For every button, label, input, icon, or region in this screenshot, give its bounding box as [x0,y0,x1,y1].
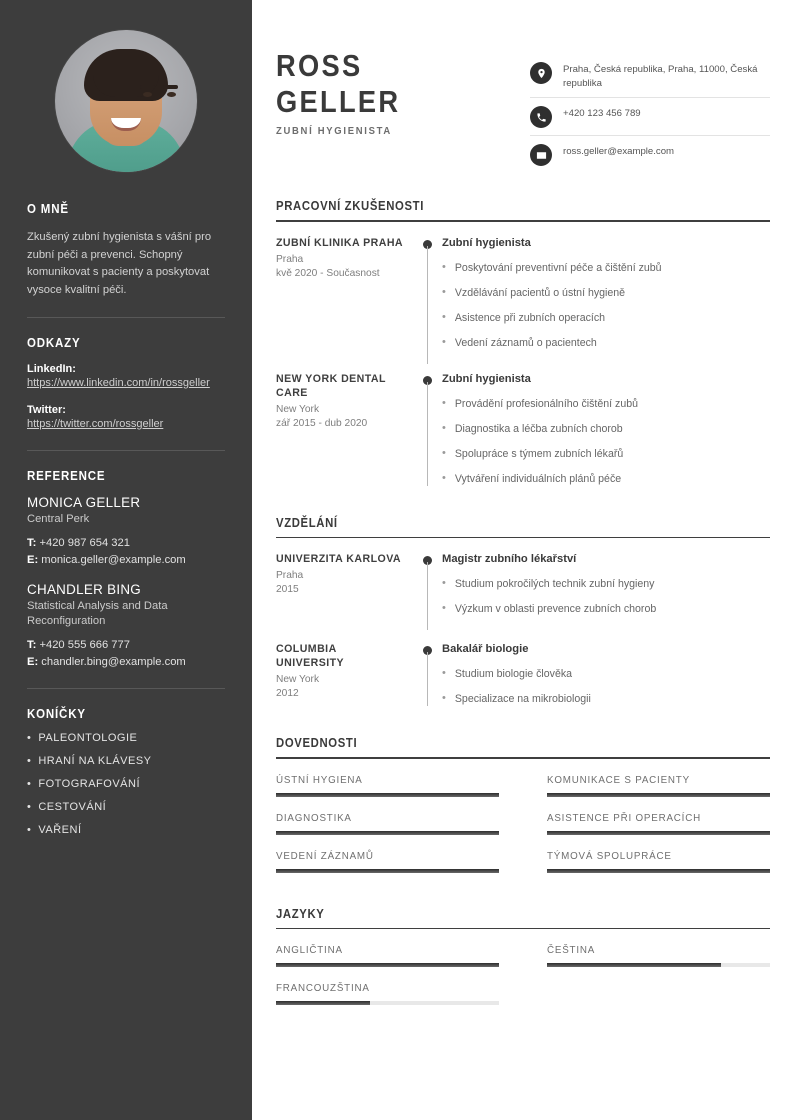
bullet-icon: • [442,577,446,590]
entry-location: New York [276,674,320,686]
language-label: FRANCOUZŠTINA [276,983,370,995]
languages-heading: JAZYKY [276,906,325,921]
skill-bar-fill [276,869,499,873]
phone-value: +420 987 654 321 [39,537,130,549]
entry-bullet [442,311,770,325]
email-value: monica.geller@example.com [41,554,186,566]
bullet-text: Vedení záznamů o pacientech [454,336,597,349]
contact-phone-text: +420 123 456 789 [563,108,641,119]
link-item-twitter [27,404,225,432]
bullet-text: Vytváření individuálních plánů péče [454,472,622,485]
skill-bar-track [276,793,499,797]
skills-list [276,759,770,873]
entry-meta [276,372,414,486]
skill-bar-track [547,831,770,835]
language-bar-fill [276,963,499,967]
skill-item [547,775,770,797]
bullet-text: Studium biologie člověka [454,668,573,681]
bullet-text: Poskytování preventivní péče a čištění zubů [454,261,662,274]
contact-email-text: ross.geller@example.com [563,146,675,157]
contact-address-text: Praha, Česká republika, Praha, 11000, Česká republika [563,64,758,89]
reference-heading: REFERENCE [27,469,106,483]
contact-phone [530,97,770,135]
timeline [414,236,442,350]
entry-title: Bakalář biologie [442,643,529,656]
bullet-icon: • [442,471,446,484]
phone-prefix: T: [27,537,37,549]
skill-item [276,851,499,873]
language-bar-track [276,963,499,967]
entry-date: zář 2015 - dub 2020 [276,417,368,429]
languages-list [276,929,770,1005]
education-entry [276,552,770,616]
experience-heading: PRACOVNÍ ZKUŠENOSTI [276,199,424,213]
entry-bullet [442,286,770,300]
skills-heading: DOVEDNOSTI [276,736,358,751]
bullet-icon: • [442,310,446,323]
entry-bullet [442,447,770,461]
hobby-item [27,732,225,744]
entry-bullet [442,261,770,275]
skill-label: ASISTENCE PŘI OPERACÍCH [547,812,701,824]
entry-org: COLUMBIA UNIVERSITY [276,643,345,670]
languages-section [276,907,770,1006]
skill-item [276,813,499,835]
header [276,36,770,173]
hobby-label: FOTOGRAFOVÁNÍ [38,778,140,790]
contact-list [530,36,770,173]
about-section [27,202,225,299]
section-rule [276,220,770,222]
entry-location: Praha [276,570,304,582]
entry-body [442,552,770,616]
entry-body [442,236,770,350]
contact-email [530,135,770,173]
language-bar-track [547,963,770,967]
divider [27,317,225,318]
bullet-icon: • [27,778,32,790]
experience-entry [276,236,770,350]
entry-body [442,642,770,706]
entry-org: NEW YORK DENTAL CARE [276,372,386,399]
hobby-label: HRANÍ NA KLÁVESY [38,755,152,767]
entry-bullet [442,422,770,436]
section-rule [276,537,770,539]
skill-bar-fill [547,869,770,873]
language-label: ANGLIČTINA [276,945,343,957]
reference-item [27,495,225,568]
hobby-label: PALEONTOLOGIE [38,732,138,744]
skill-item [547,851,770,873]
bullet-text: Studium pokročilých technik zubní hygieny [454,578,655,591]
envelope-icon [530,144,552,166]
language-label: ČEŠTINA [547,945,596,957]
skill-bar-fill [547,831,770,835]
entry-meta [276,552,414,616]
reference-phone [27,535,225,551]
bullet-icon: • [27,732,32,744]
hobby-item [27,801,225,813]
entry-org: ZUBNÍ KLINIKA PRAHA [276,236,404,249]
bullet-icon: • [442,667,446,680]
skill-bar-fill [547,793,770,797]
bullet-icon: • [442,446,446,459]
hobby-item [27,778,225,790]
divider [27,688,225,689]
bullet-text: Specializace na mikrobiologii [454,693,591,706]
link-url-linkedin[interactable]: https://www.linkedin.com/in/rossgeller [27,377,210,389]
experience-section [276,199,770,486]
bullet-icon: • [442,396,446,409]
experience-entry [276,372,770,486]
reference-name: MONICA GELLER [27,495,141,510]
sidebar [0,0,252,1120]
email-value: chandler.bing@example.com [41,656,186,668]
bullet-icon: • [442,692,446,705]
timeline-line [427,246,428,364]
main-content [252,0,794,1120]
reference-org: Statistical Analysis and Data Reconfiguration [27,600,168,627]
phone-prefix: T: [27,639,37,651]
entry-date: 2015 [276,584,299,596]
links-heading: ODKAZY [27,336,81,350]
reference-section [27,469,225,670]
reference-phone [27,637,225,653]
entry-bullet [442,667,770,681]
link-url-twitter[interactable]: https://twitter.com/rossgeller [27,418,164,430]
entry-title: Magistr zubního lékařství [442,553,577,566]
bullet-text: Diagnostika a léčba zubních chorob [454,422,623,435]
reference-item [27,582,225,670]
email-prefix: E: [27,656,39,668]
links-section [27,336,225,432]
skill-bar-track [276,831,499,835]
avatar-container [27,30,225,172]
skill-label: KOMUNIKACE S PACIENTY [547,774,690,786]
language-item [547,945,770,967]
entry-body [442,372,770,486]
location-pin-icon [530,62,552,84]
timeline-line [427,652,428,706]
hobby-label: VAŘENÍ [38,824,82,836]
name-block [276,36,417,137]
bullet-icon: • [442,335,446,348]
bullet-icon: • [27,755,32,767]
entry-meta [276,642,414,706]
bullet-text: Výzkum v oblasti prevence zubních chorob [454,603,657,616]
entry-date: 2012 [276,688,299,700]
hobby-item [27,755,225,767]
divider [27,450,225,451]
hobby-label: CESTOVÁNÍ [38,801,107,813]
reference-email [27,552,225,568]
education-section [276,516,770,707]
skill-item [276,775,499,797]
entry-bullet [442,692,770,706]
skill-label: VEDENÍ ZÁZNAMŮ [276,850,374,862]
entry-bullet [442,577,770,591]
entry-location: Praha [276,253,304,265]
skill-bar-fill [276,793,499,797]
link-label: Twitter: [27,404,66,416]
education-heading: VZDĚLÁNÍ [276,515,338,530]
entry-date: kvě 2020 - Současnost [276,267,380,279]
skills-section [276,736,770,873]
skill-label: DIAGNOSTIKA [276,812,352,824]
link-item-linkedin [27,363,225,391]
skill-bar-track [547,793,770,797]
hobby-item [27,824,225,836]
bullet-text: Asistence při zubních operacích [454,311,606,324]
skill-bar-track [547,869,770,873]
timeline [414,372,442,486]
last-name: GELLER [276,84,401,119]
bullet-icon: • [27,824,32,836]
entry-bullet [442,336,770,350]
first-name: ROSS [276,48,363,83]
bullet-text: Provádění profesionálního čištění zubů [454,397,639,410]
hobbies-section [27,707,225,836]
entry-title: Zubní hygienista [442,372,531,385]
bullet-icon: • [442,285,446,298]
entry-bullet [442,397,770,411]
job-role: ZUBNÍ HYGIENISTA [276,125,392,137]
phone-value: +420 555 666 777 [39,639,130,651]
entry-meta [276,236,414,350]
email-prefix: E: [27,554,39,566]
skill-label: TÝMOVÁ SPOLUPRÁCE [547,850,672,862]
about-heading: O MNĚ [27,202,69,216]
education-entry [276,642,770,706]
profile-photo [55,30,197,172]
entry-title: Zubní hygienista [442,236,531,249]
skill-item [547,813,770,835]
timeline-line [427,382,428,486]
language-bar-fill [276,1001,370,1005]
bullet-text: Vzdělávání pacientů o ústní hygieně [454,286,626,299]
bullet-icon: • [442,602,446,615]
entry-org: UNIVERZITA KARLOVA [276,553,402,566]
contact-address [530,54,770,97]
skill-bar-fill [276,831,499,835]
bullet-icon: • [27,801,32,813]
link-label: LinkedIn: [27,363,76,375]
reference-email [27,654,225,670]
entry-bullet [442,602,770,616]
reference-org: Central Perk [27,513,90,525]
about-text: Zkušený zubní hygienista s vášní pro zubní péči a prevenci. Schopný komunikovat s pacienty a poskytovat vysoce kvalitní péči. [27,231,212,296]
timeline [414,642,442,706]
timeline [414,552,442,616]
language-bar-track [276,1001,499,1005]
hobbies-heading: KONÍČKY [27,707,86,721]
skill-bar-track [276,869,499,873]
reference-name: CHANDLER BING [27,582,142,597]
timeline-line [427,562,428,630]
bullet-icon: • [442,260,446,273]
bullet-text: Spolupráce s týmem zubních lékařů [454,447,624,460]
skill-label: ÚSTNÍ HYGIENA [276,774,363,786]
language-bar-fill [547,963,721,967]
phone-icon [530,106,552,128]
language-item [276,983,499,1005]
entry-bullet [442,472,770,486]
bullet-icon: • [442,421,446,434]
language-item [276,945,499,967]
entry-location: New York [276,403,320,415]
